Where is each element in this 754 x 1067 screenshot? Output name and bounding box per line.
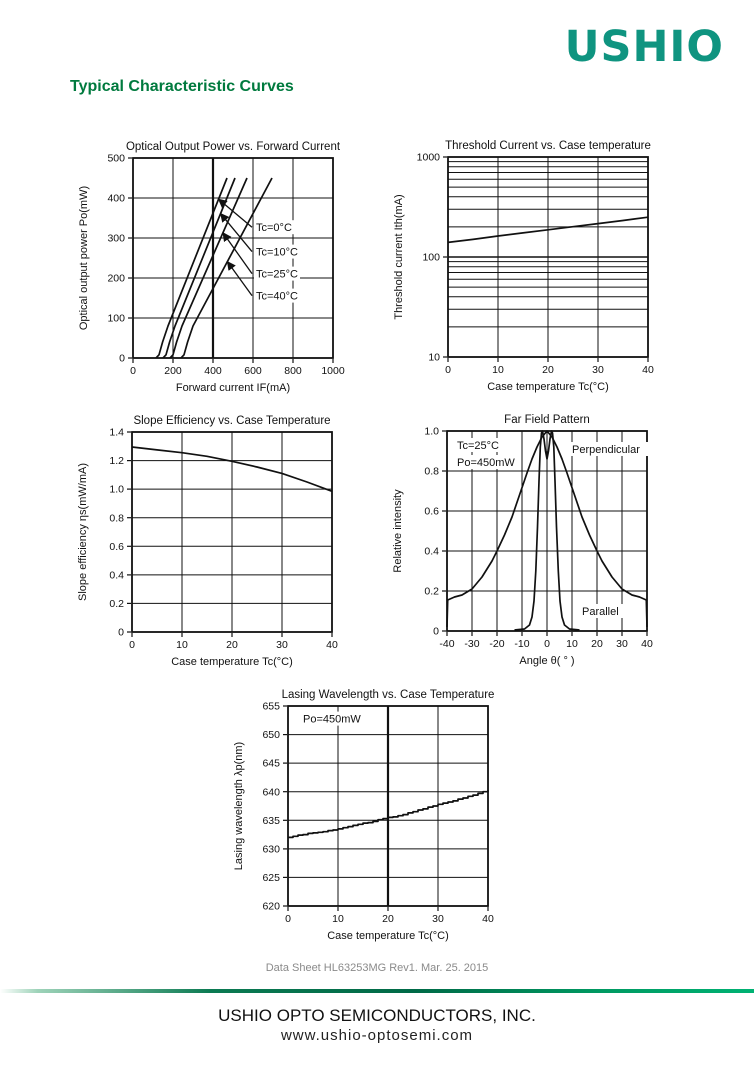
chart-annotation: Tc=0°C [256,222,292,234]
chart-annotation: Tc=10°C [256,246,299,259]
ushio-logo: USHIO [564,22,724,72]
svg-text:0.4: 0.4 [424,545,439,558]
svg-text:Angle θ( ° ): Angle θ( ° ) [519,655,575,667]
svg-text:1.4: 1.4 [109,426,124,439]
svg-text:30: 30 [276,639,288,651]
footer-divider [0,989,754,993]
svg-text:0: 0 [445,364,451,376]
datasheet-revision-note: Data Sheet HL63253MG Rev1. Mar. 25. 2015 [265,962,489,974]
svg-text:600: 600 [244,365,262,377]
svg-text:0: 0 [129,639,135,651]
svg-text:Lasing wavelength λp(nm): Lasing wavelength λp(nm) [233,741,245,871]
chart-threshold-current-vs-case-temperature-svg [390,136,670,398]
svg-text:20: 20 [591,638,603,650]
svg-text:1000: 1000 [416,151,440,164]
svg-text:0: 0 [433,625,439,638]
svg-text:200: 200 [164,365,182,377]
svg-text:620: 620 [262,900,280,913]
page-title: Typical Characteristic Curves [70,78,294,95]
chart-slope-efficiency-vs-case-temperature-svg [74,411,354,673]
svg-text:30: 30 [616,638,628,650]
svg-text:0.8: 0.8 [424,465,439,478]
svg-text:0.2: 0.2 [424,585,439,598]
svg-text:Optical Output Power vs. Forwa: Optical Output Power vs. Forward Current [125,141,341,153]
svg-text:625: 625 [262,872,280,884]
svg-text:Far Field Pattern: Far Field Pattern [504,414,590,426]
svg-text:640: 640 [262,786,280,799]
svg-text:20: 20 [382,913,394,925]
svg-text:10: 10 [332,913,344,925]
svg-text:100: 100 [422,251,440,264]
svg-text:0: 0 [285,913,291,925]
svg-text:800: 800 [284,365,302,377]
svg-text:Threshold current Ith(mA): Threshold current Ith(mA) [393,194,405,320]
svg-text:0.2: 0.2 [109,598,124,610]
svg-text:200: 200 [107,272,125,285]
chart-annotation: Parallel [582,605,619,618]
svg-text:Slope Efficiency vs. Case Temp: Slope Efficiency vs. Case Temperature [133,415,331,427]
svg-text:-10: -10 [514,638,530,650]
svg-text:10: 10 [492,364,504,376]
chart-optical-output-power-vs-forward-current-svg [75,137,355,399]
svg-text:300: 300 [107,232,125,245]
svg-text:1000: 1000 [321,365,345,377]
svg-text:20: 20 [542,364,554,376]
chart-lasing-wavelength-vs-case-temperature [230,685,510,947]
svg-text:635: 635 [262,814,280,827]
svg-text:30: 30 [432,913,444,925]
series-Tc=25C [170,178,247,358]
svg-text:Relative intensity: Relative intensity [392,489,404,573]
svg-text:0: 0 [119,352,125,365]
company-name: USHIO OPTO SEMICONDUCTORS, INC. [218,1006,536,1025]
svg-text:500: 500 [107,152,125,165]
svg-text:10: 10 [566,638,578,650]
svg-text:10: 10 [176,639,188,651]
website-url: www.ushio-optosemi.com [280,1027,474,1044]
svg-text:0: 0 [544,638,550,650]
svg-text:0.6: 0.6 [424,505,439,518]
svg-text:650: 650 [262,729,280,742]
svg-text:1.0: 1.0 [424,425,439,438]
svg-text:Lasing Wavelength vs. Case Tem: Lasing Wavelength vs. Case Temperature [281,689,495,701]
chart-annotation: Tc=25°C [457,439,500,452]
chart-far-field-pattern [389,410,669,672]
svg-text:Case temperature Tc(°C): Case temperature Tc(°C) [327,930,449,942]
svg-text:0.4: 0.4 [109,569,124,582]
svg-text:655: 655 [262,700,280,713]
chart-annotation: Perpendicular [572,443,640,456]
svg-text:Case temperature Tc(°C): Case temperature Tc(°C) [487,381,609,393]
svg-text:Slope efficiency ηs(mW/mA): Slope efficiency ηs(mW/mA) [77,463,89,601]
svg-text:0.6: 0.6 [109,540,124,553]
svg-text:1.2: 1.2 [109,455,124,468]
svg-text:1.0: 1.0 [109,483,124,496]
chart-optical-output-power-vs-forward-current [75,137,355,399]
svg-text:40: 40 [482,913,494,925]
svg-text:40: 40 [641,638,653,650]
chart-threshold-current-vs-case-temperature [390,136,670,398]
chart-lasing-wavelength-vs-case-temperature-svg [230,685,510,947]
svg-text:Forward current IF(mA): Forward current IF(mA) [175,382,291,394]
svg-text:0: 0 [118,626,124,639]
chart-annotation: Po=450mW [457,456,515,469]
chart-annotation: Tc=25°C [256,268,299,281]
svg-text:100: 100 [107,312,125,325]
svg-text:400: 400 [107,192,125,205]
svg-text:0: 0 [130,365,136,377]
svg-text:630: 630 [262,843,280,856]
svg-text:-40: -40 [439,638,455,650]
svg-text:20: 20 [226,639,238,651]
svg-text:0.8: 0.8 [109,512,124,525]
svg-text:Optical output power Po(mW): Optical output power Po(mW) [78,185,90,331]
svg-text:645: 645 [262,757,280,770]
svg-text:Case temperature Tc(°C): Case temperature Tc(°C) [171,656,293,668]
chart-far-field-pattern-svg [389,410,669,672]
svg-text:30: 30 [592,364,604,376]
svg-text:40: 40 [326,639,338,651]
svg-text:10: 10 [428,351,440,364]
svg-text:Threshold Current vs. Case tem: Threshold Current vs. Case temperature [445,140,651,152]
svg-text:400: 400 [204,365,222,377]
svg-text:40: 40 [642,364,654,376]
svg-text:-20: -20 [489,638,505,650]
chart-annotation: Tc=40°C [256,290,299,303]
svg-text:-30: -30 [464,638,480,650]
chart-slope-efficiency-vs-case-temperature [74,411,354,673]
chart-annotation: Po=450mW [303,713,361,726]
